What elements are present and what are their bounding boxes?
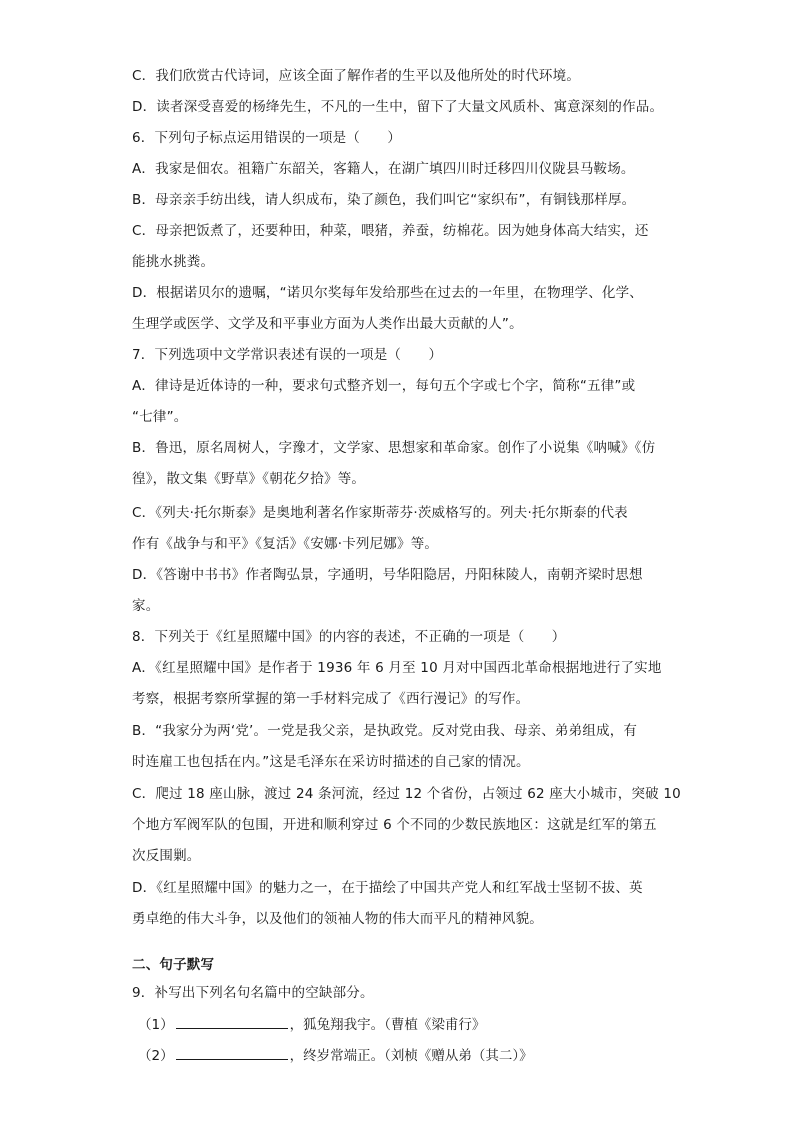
q8-option-d-line2: 勇卓绝的伟大斗争，以及他们的领袖人物的伟大而平凡的精神风貌。	[132, 911, 543, 927]
q9-item-2-number: （2）	[138, 1048, 174, 1064]
q8-option-c-line3: 次反围剿。	[132, 848, 201, 864]
q6-option-b: B．母亲亲手纺出线，请人织成布，染了颜色，我们叫它“家织布”，有铜钱那样厚。	[132, 192, 636, 208]
q8-option-a-line1: A．《红星照耀中国》是作者于 1936 年 6 月至 10 月对中国西北革命根据地进行了实地	[132, 660, 662, 676]
q9-item-1	[138, 1015, 485, 1034]
q7-option-b-line1: B．鲁迅，原名周树人，字豫才，文学家、思想家和革命家。创作了小说集《呐喊》《仿	[132, 440, 656, 456]
q9-item-2	[138, 1046, 533, 1065]
q8-option-a-line2: 考察，根据考察所掌握的第一手材料完成了《西行漫记》的写作。	[132, 691, 530, 707]
q6-option-c-line2: 能挑水挑粪。	[132, 254, 215, 270]
section-title: 二、句子默写	[132, 957, 215, 973]
q9-item-2-blank[interactable]	[176, 1046, 288, 1060]
q9-stem: 9．补写出下列名句名篇中的空缺部分。	[132, 985, 374, 1001]
q6-option-d-line1: D．根据诺贝尔的遗嘱，“诺贝尔奖每年发给那些在过去的一年里，在物理学、化学、	[132, 285, 643, 301]
q9-item-1-blank[interactable]	[176, 1015, 288, 1029]
q8-option-d-line1: D．《红星照耀中国》的魅力之一，在于描绘了中国共产党人和红军战士坚韧不拔、英	[132, 880, 643, 896]
q7-option-d-line1: D．《答谢中书书》作者陶弘景，字通明，号华阳隐居，丹阳秣陵人，南朝齐梁时思想	[132, 567, 643, 583]
q7-option-b-line2: 徨》，散文集《野草》《朝花夕拾》等。	[132, 471, 366, 487]
q8-option-c-line2: 个地方军阀军队的包围，开进和顺利穿过 6 个不同的少数民族地区：这就是红军的第五	[132, 817, 657, 833]
q9-item-2-text: ，终岁常端正。（刘桢《赠从弟（其二）》	[289, 1048, 533, 1064]
q9-item-1-number: （1）	[138, 1017, 174, 1033]
q7-option-c-line1: C．《列夫·托尔斯泰》是奥地利著名作家斯蒂芬·茨威格写的。列夫·托尔斯泰的代表	[132, 505, 628, 521]
q8-stem: 8．下列关于《红星照耀中国》的内容的表述，不正确的一项是（ ）	[132, 629, 566, 645]
q9-item-1-text: ，狐兔翔我宇。（曹植《梁甫行》	[289, 1017, 486, 1033]
q5-option-c: C．我们欣赏古代诗词，应该全面了解作者的生平以及他所处的时代环境。	[132, 68, 581, 84]
q6-option-d-line2: 生理学或医学、文学及和平事业方面为人类作出最大贡献的人”。	[132, 316, 523, 332]
q6-option-c-line1: C．母亲把饭煮了，还要种田，种菜，喂猪，养蚕，纺棉花。因为她身体高大结实，还	[132, 223, 649, 239]
q8-option-b-line1: B．“我家分为两‘党’。一党是我父亲，是执政党。反对党由我、母亲、弟弟组成，有	[132, 723, 638, 739]
q7-option-d-line2: 家。	[132, 598, 160, 614]
q7-option-a-line2: “七律”。	[132, 409, 188, 425]
q6-option-a: A．我家是佃农。祖籍广东韶关，客籍人，在湖广填四川时迁移四川仪陇县马鞍场。	[132, 161, 635, 177]
q8-option-b-line2: 时连雇工也包括在内。”这是毛泽东在采访时描述的自己家的情况。	[132, 754, 530, 770]
q7-option-a-line1: A．律诗是近体诗的一种，要求句式整齐划一，每句五个字或七个字，简称“五律”或	[132, 378, 636, 394]
q8-option-c-line1: C．爬过 18 座山脉，渡过 24 条河流，经过 12 个省份，占领过 62 座大小城市，突破 10	[132, 786, 681, 802]
q5-option-d: D．读者深受喜爱的杨绛先生，不凡的一生中，留下了大量文风质朴、寓意深刻的作品。	[132, 99, 664, 115]
q7-stem: 7．下列选项中文学常识表述有误的一项是（ ）	[132, 347, 443, 363]
q6-stem: 6．下列句子标点运用错误的一项是（ ）	[132, 130, 402, 146]
q7-option-c-line2: 作有《战争与和平》《复活》《安娜·卡列尼娜》等。	[132, 536, 439, 552]
